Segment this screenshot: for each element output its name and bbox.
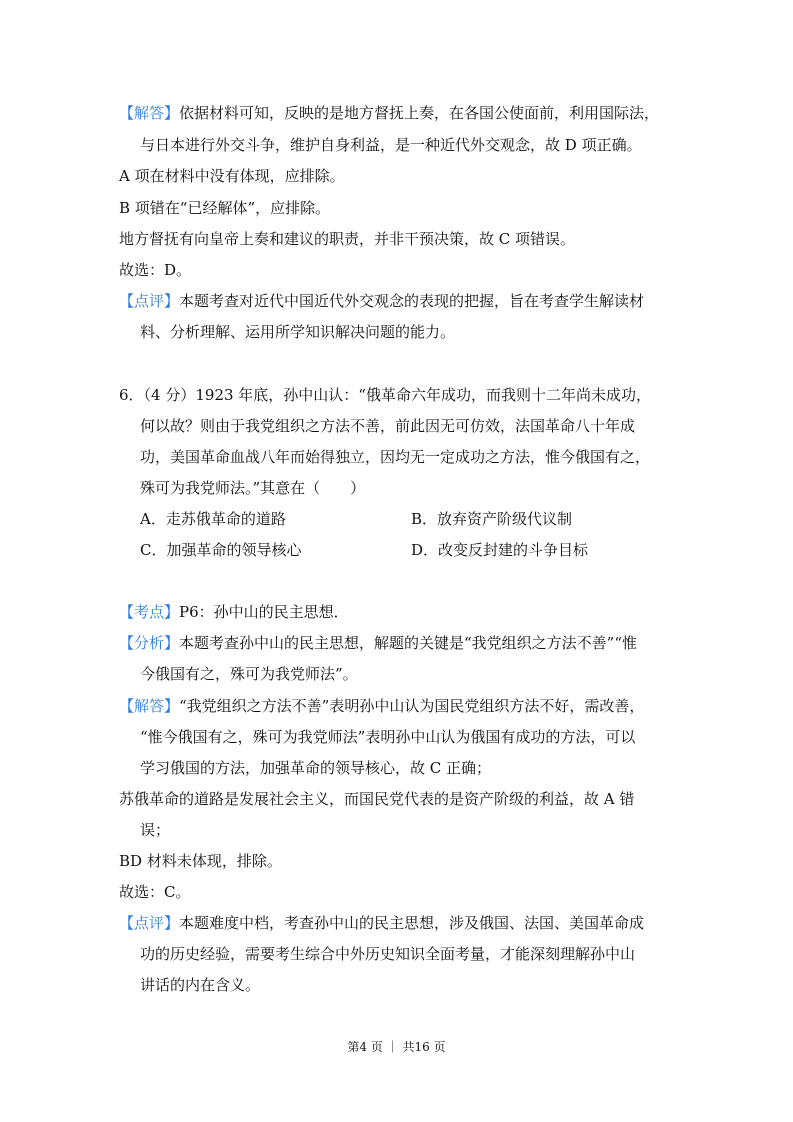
dianping-line-3: 讲话的内在含义。 [140,976,261,994]
prev-choice: 故选：D。 [119,261,192,279]
dianping-line-2: 功的历史经验，需要考生综合中外历史知识全面考量，才能深刻理解孙中山 [140,945,636,963]
fenxi-line-1: 【分析】本题考查孙中山的民主思想，解题的关键是“我党组织之方法不善”“惟 [119,634,638,652]
dianping-tag: 【点评】 [119,914,180,932]
dianping-line-1: 【点评】本题难度中档，考查孙中山的民主思想，涉及俄国、法国、美国革命成 [119,914,645,932]
option-d: D．改变反封建的斗争目标 [411,541,589,559]
jieda-line-2: “惟今俄国有之，殊可为我党师法”表明孙中山认为俄国有成功的方法，可以 [140,728,636,746]
line-su-2: 误； [140,821,171,839]
question-6-stem-line-1: 6．（4 分）1923 年底，孙中山认：“俄革命六年成功，而我则十二年尚未成功， [119,386,651,404]
fenxi-line-2: 今俄国有之，殊可为我党师法”。 [140,665,358,683]
option-c: C．加强革命的领导核心 [140,541,302,559]
jieda-line-3: 学习俄国的方法，加强革命的领导核心，故 C 正确； [140,759,492,777]
prev-jieda-line-2: 与日本进行外交斗争，维护自身利益，是一种近代外交观念，故 D 项正确。 [140,136,642,154]
prev-line-b: B 项错在“已经解体”，应排除。 [119,199,331,217]
jieda-tag: 【解答】 [119,697,180,715]
option-b: B．放弃资产阶级代议制 [411,510,573,528]
jieda-line-1: 【解答】“我党组织之方法不善”表明孙中山认为国民党组织方法不好，需改善， [119,697,645,715]
prev-dianping-line-2: 料、分析理解、运用所学知识解决问题的能力。 [140,323,456,341]
kaodian-tag: 【考点】 [119,603,180,621]
question-6-stem-line-2: 何以故？则由于我党组织之方法不善，前此因无可仿效，法国革命八十年成 [140,417,636,435]
kaodian-line: 【考点】P6：孙中山的民主思想． [119,603,349,621]
choice-line: 故选：C。 [119,883,191,901]
question-6-stem-line-4: 殊可为我党师法。”其意在（ ） [140,479,366,497]
jieda-tag: 【解答】 [119,104,180,122]
line-bd: BD 材料未体现，排除。 [119,852,282,870]
line-su-1: 苏俄革命的道路是发展社会主义，而国民党代表的是资产阶级的利益，故 A 错 [119,790,635,808]
prev-line-c: 地方督抚有向皇帝上奏和建议的职责，并非干预决策，故 C 项错误。 [119,230,576,248]
question-6-stem-line-3: 功，美国革命血战八年而始得独立，因均无一定成功之方法，惟今俄国有之， [140,448,651,466]
page-footer: 第4 页 ｜ 共16 页 [347,1040,446,1054]
prev-line-a: A 项在材料中没有体现，应排除。 [119,167,345,185]
option-a: A．走苏俄革命的道路 [140,510,286,528]
prev-dianping-line-1: 【点评】本题考查对近代中国近代外交观念的表现的把握，旨在考查学生解读材 [119,292,645,310]
dianping-tag: 【点评】 [119,292,180,310]
prev-jieda-line-1: 【解答】依据材料可知，反映的是地方督抚上奏，在各国公使面前，利用国际法， [119,104,660,122]
fenxi-tag: 【分析】 [119,634,180,652]
